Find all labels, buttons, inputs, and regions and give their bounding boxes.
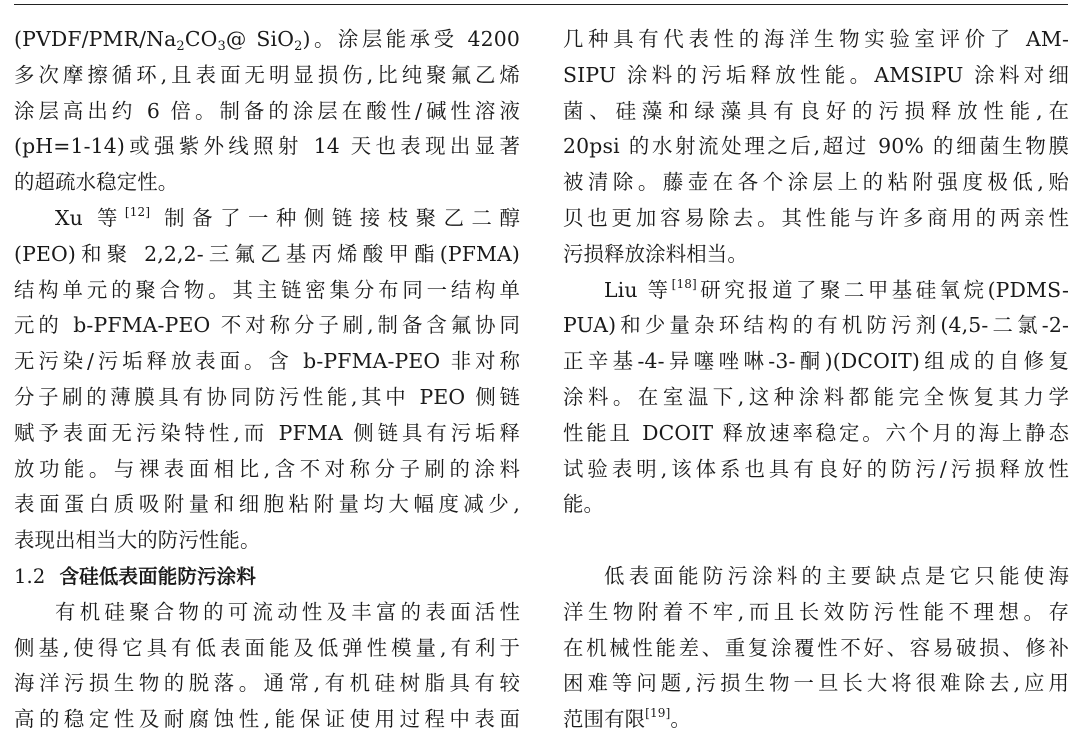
text-run: )。涂层能承受 4200 <box>302 27 520 51</box>
text-line <box>563 22 1069 58</box>
text-run: 被清除。藤壶在各个涂层上的粘附强度极低,贻 <box>563 170 1069 195</box>
text-run: (PEO)和聚 2,2,2-三氟乙基丙烯酸甲酯(PFMA) <box>14 241 520 266</box>
text-run: 赋予表面无污染特性,而 PFMA 侧链具有污垢释 <box>14 420 520 445</box>
text-run: 污损释放涂料相当。 <box>563 241 748 266</box>
text-line <box>14 380 520 416</box>
text-line <box>14 344 520 380</box>
text-line <box>563 273 1069 309</box>
text-run: 范围有限 <box>563 707 646 732</box>
text-line <box>563 416 1069 452</box>
text-run: 表现出相当大的防污性能。 <box>14 528 261 553</box>
text-line <box>563 344 1069 380</box>
text-run: 高的稳定性及耐腐蚀性,能保证使用过程中表面 <box>14 707 520 732</box>
text-run: 涂层高出约 6 倍。制备的涂层在酸性/碱性溶液 <box>14 98 520 123</box>
citation-ref: [18] <box>671 276 697 291</box>
right-column <box>563 22 1069 738</box>
text-run: 20psi 的水射流处理之后,超过 90% 的细菌生物膜 <box>563 134 1069 159</box>
text-line <box>14 201 520 237</box>
text-run: Liu 等 <box>604 277 672 302</box>
text-run: (PVDF/PMR/Na <box>14 27 177 51</box>
text-line <box>14 129 520 165</box>
text-run: 分子刷的薄膜具有协同防污性能,其中 PEO 侧链 <box>14 384 520 409</box>
text-line <box>563 201 1069 237</box>
text-line <box>14 452 520 488</box>
left-column-text <box>14 22 520 559</box>
text-line <box>14 94 520 130</box>
text-line <box>14 22 520 58</box>
text-line <box>563 452 1069 488</box>
text-line <box>14 165 520 201</box>
text-line <box>14 273 520 309</box>
text-line <box>563 595 1069 631</box>
text-line <box>563 487 1069 523</box>
text-run: 试验表明,该体系也具有良好的防污/污损释放性 <box>563 456 1069 481</box>
left-column-text-continued <box>14 595 520 738</box>
text-run: 多次摩擦循环,且表面无明显损伤,比纯聚氟乙烯 <box>14 62 520 87</box>
subscript: 2 <box>176 39 185 54</box>
subscript: 2 <box>294 39 303 54</box>
right-column-text <box>563 22 1069 738</box>
text-run: 正辛基-4-异噻唑啉-3-酮)(DCOIT)组成的自修复 <box>563 349 1069 374</box>
text-run: 侧基,使得它具有低表面能及低弹性模量,有利于 <box>14 635 520 660</box>
text-run: 几种具有代表性的海洋生物实验室评价了 AM- <box>563 27 1069 51</box>
text-line <box>563 58 1069 94</box>
text-line <box>563 702 1069 738</box>
text-run: SIPU 涂料的污垢释放性能。AMSIPU 涂料对细 <box>563 62 1069 87</box>
text-run: (pH=1-14)或强紫外线照射 14 天也表现出显著 <box>14 134 520 159</box>
text-run: 能。 <box>563 492 605 517</box>
section-heading <box>14 559 520 595</box>
section-number: 1.2 <box>14 564 46 588</box>
text-run: 。 <box>670 707 691 732</box>
text-line <box>14 487 520 523</box>
text-run: 贝也更加容易除去。其性能与许多商用的两亲性 <box>563 205 1069 230</box>
text-run: Xu 等 <box>55 205 125 230</box>
text-line <box>14 666 520 702</box>
text-line <box>14 308 520 344</box>
text-run: 有机硅聚合物的可流动性及丰富的表面活性 <box>55 599 520 624</box>
text-run: 低表面能防污涂料的主要缺点是它只能使海 <box>604 563 1069 588</box>
section-title: 含硅低表面能防污涂料 <box>59 564 256 588</box>
text-run: 在机械性能差、重复涂覆性不好、容易破损、修补 <box>563 635 1069 660</box>
text-line <box>14 58 520 94</box>
text-run: PUA)和少量杂环结构的有机防污剂(4,5-二氯-2- <box>563 313 1069 338</box>
text-run: 表面蛋白质吸附量和细胞粘附量均大幅度减少, <box>14 492 520 517</box>
text-run: CO <box>184 27 218 51</box>
text-run: 无污染/污垢释放表面。含 b-PFMA-PEO 非对称 <box>14 349 520 374</box>
top-rule <box>14 4 1068 5</box>
text-run: @ SiO <box>225 27 295 51</box>
citation-ref: [19] <box>645 706 671 721</box>
text-line <box>563 129 1069 165</box>
text-run: 洋生物附着不牢,而且长效防污性能不理想。存 <box>563 599 1069 624</box>
text-run: 制备了一种侧链接枝聚乙二醇 <box>150 205 520 230</box>
text-run: 困难等问题,污损生物一旦长大将很难除去,应用 <box>563 671 1069 696</box>
citation-ref: [12] <box>124 204 151 219</box>
text-run: 元的 b-PFMA-PEO 不对称分子刷,制备含氟协同 <box>14 313 520 338</box>
subscript: 3 <box>217 39 226 54</box>
text-line <box>563 308 1069 344</box>
text-line <box>563 165 1069 201</box>
text-line <box>14 416 520 452</box>
text-line <box>563 666 1069 702</box>
text-line <box>563 94 1069 130</box>
text-line <box>563 631 1069 667</box>
text-line <box>563 523 1069 559</box>
text-run: 结构单元的聚合物。其主链密集分布同一结构单 <box>14 277 520 302</box>
text-run: 菌、硅藻和绿藻具有良好的污损释放性能,在 <box>563 98 1069 123</box>
text-line <box>14 237 520 273</box>
text-line <box>563 380 1069 416</box>
text-line <box>14 631 520 667</box>
text-run: 研究报道了聚二甲基硅氧烷(PDMS- <box>696 277 1069 302</box>
text-line <box>14 702 520 738</box>
text-line <box>14 523 520 559</box>
text-run: 放功能。与裸表面相比,含不对称分子刷的涂料 <box>14 456 520 481</box>
text-run: 性能且 DCOIT 释放速率稳定。六个月的海上静态 <box>563 420 1069 445</box>
text-line <box>563 237 1069 273</box>
text-line <box>14 595 520 631</box>
left-column <box>14 22 520 738</box>
text-line <box>563 559 1069 595</box>
text-run: 的超疏水稳定性。 <box>14 170 179 195</box>
text-run: 涂料。在室温下,这种涂料都能完全恢复其力学 <box>563 384 1069 409</box>
text-run: 海洋污损生物的脱落。通常,有机硅树脂具有较 <box>14 671 520 696</box>
